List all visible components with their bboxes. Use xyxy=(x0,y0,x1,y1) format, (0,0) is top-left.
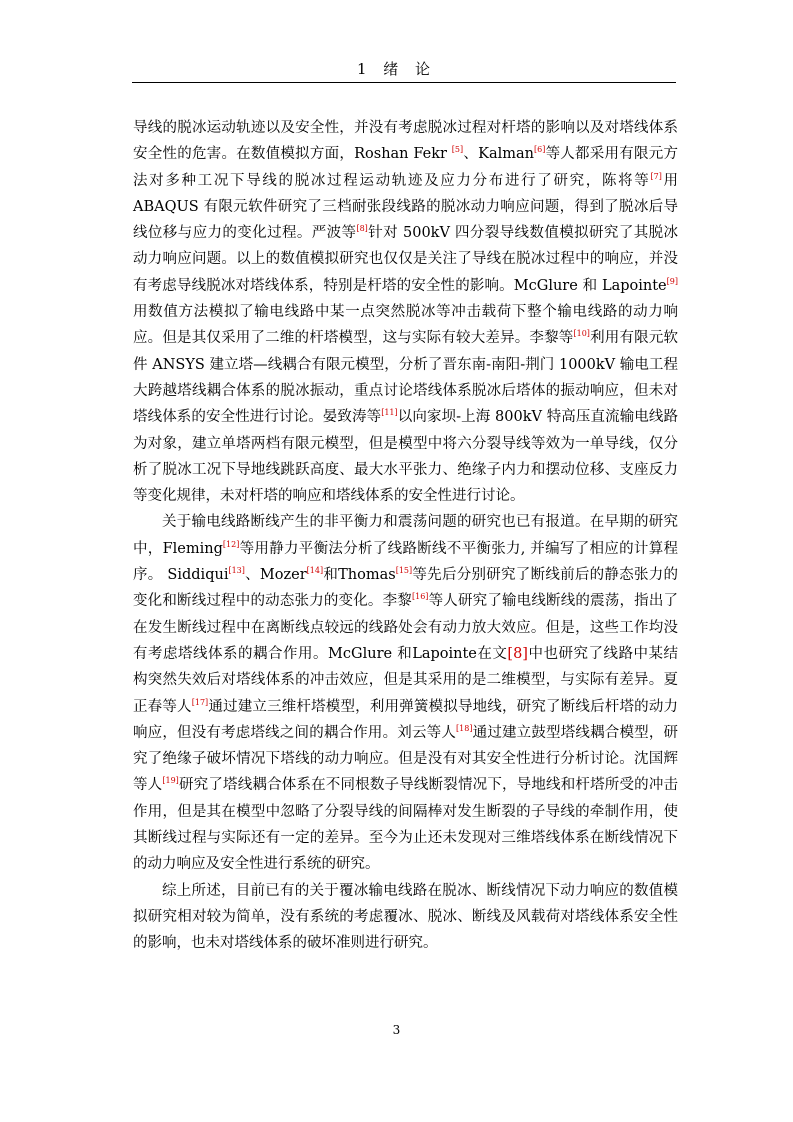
text-run: 用数值方法模拟了输电线路中某一点突然脱冰等冲击载荷下整个输电线路的动力响应。但是其仅采用了二维的杆塔模型，这与实际有较大差异。李黎等 xyxy=(133,304,678,347)
citation-link[interactable]: [8] xyxy=(507,645,528,662)
paragraph-2 xyxy=(133,509,678,877)
text-run: 和Thomas xyxy=(323,567,396,584)
text-run: 通过建立三维杆塔模型，利用弹簧模拟导地线，研究了断线后杆塔的动力响应，但没有考虑塔线之间的耦合作用。刘云等人 xyxy=(133,698,679,741)
citation-ref: [13] xyxy=(228,566,245,576)
citation-ref: [11] xyxy=(381,408,398,418)
text-run: 、Mozer xyxy=(244,567,307,584)
text-run: 中也研究了线路中某结构突然失效后对塔线体系的冲击效应，但是其采用的是二维模型，与实际有差异。夏正春等人 xyxy=(133,645,678,715)
text-run: 关于输电线路断线产生的非平衡力和震荡问题的研究也已有报道。在早期的研究中，Fleming xyxy=(133,514,678,557)
text-run: 针对 500kV 四分裂导线数值模拟研究了其脱冰动力响应问题。以上的数值模拟研究也仅仅是关注了导线在脱冰过程中的响应，并没有考虑导线脱冰对塔线体系，特别是杆塔的安全性的影响。McGlure 和 Lapointe xyxy=(133,225,679,294)
citation-ref: [9] xyxy=(666,276,678,286)
citation-ref: [14] xyxy=(306,566,324,576)
text-run: 、Kalman xyxy=(463,146,534,163)
citation-ref: [6] xyxy=(533,145,546,155)
text-run: 用 ABAQUS 有限元软件研究了三档耐张段线路的脱冰动力响应问题，得到了脱冰后导线位移与应力的变化过程。严波等 xyxy=(133,172,678,242)
text-run: 利用有限元软件 ANSYS 建立塔—线耦合有限元模型，分析了晋东南-南阳-荆门 1000kV 输电工程大跨越塔线耦合体系的脱冰振动，重点讨论塔线体系脱冰后塔体的振动响应，但未对塔线体系的安全性进行讨论。晏致涛等 xyxy=(133,330,679,426)
paragraph-1 xyxy=(133,115,678,509)
text-run: 综上所述，目前已有的关于覆冰输电线路在脱冰、断线情况下动力响应的数值模拟研究相对较为简单，没有系统的考虑覆冰、脱冰、断线及风载荷对塔线体系安全性的影响，也未对塔线体系的破坏准则进行研究。 xyxy=(133,882,678,952)
text-run: 以向家坝-上海 800kV 特高压直流输电线路为对象，建立单塔两档有限元模型，但是模型中将六分裂导线等效为一单导线，仅分析了脱冰工况下导地线跳跃高度、最大水平张力、绝缘子内力和摆动位移、支座反力等变化规律，未对杆塔的响应和塔线体系的安全性进行讨论。 xyxy=(133,409,678,505)
text-run: 等用静力平衡法分析了线路断线不平衡张力, 并编写了相应的计算程序。 Siddiqui xyxy=(133,540,678,584)
body-text xyxy=(133,115,678,957)
citation-ref: [8] xyxy=(356,224,368,234)
citation-ref: [18] xyxy=(456,724,473,733)
text-run: 通过建立鼓型塔线耦合模型，研究了绝缘子破坏情况下塔线的动力响应。但是没有对其安全性进行分析讨论。沈国辉等人 xyxy=(133,724,679,794)
paragraph-3 xyxy=(133,878,678,957)
citation-ref: [17] xyxy=(191,697,209,707)
citation-ref: [15] xyxy=(395,566,413,576)
running-header: 1 绪 论 xyxy=(356,60,437,78)
citation-ref: [5] xyxy=(451,145,464,155)
text-run: 等人研究了输电线断线的震荡，指出了在发生断线过程中在离断线点较远的线路处会有动力放大效应。但是，这些工作均没有考虑塔线体系的耦合作用。McGlure 和Lapointe在文 xyxy=(133,593,679,662)
text-run: 等人都采用有限元方法对多种工况下导线的脱冰过程运动轨迹及应力分布进行了研究，陈将等 xyxy=(133,146,678,189)
citation-ref: [7] xyxy=(650,171,662,181)
header-rule xyxy=(132,82,676,83)
citation-ref: [16] xyxy=(411,592,429,602)
text-run: 导线的脱冰运动轨迹以及安全性，并没有考虑脱冰过程对杆塔的影响以及对塔线体系安全性的危害。在数值模拟方面，Roshan Fekr xyxy=(133,120,678,163)
citation-ref: [10] xyxy=(573,329,590,339)
text-run: 研究了塔线耦合体系在不同根数子导线断裂情况下，导地线和杆塔所受的冲击作用，但是其在模型中忽略了分裂导线的间隔棒对发生断裂的子导线的牵制作用，使其断线过程与实际还有一定的差异。至今为止还未发现对三维塔线体系在断线情况下的动力响应及安全性进行系统的研究。 xyxy=(133,777,679,873)
page-number: 3 xyxy=(392,1023,401,1037)
citation-ref: [12] xyxy=(222,539,240,549)
citation-ref: [19] xyxy=(162,776,179,786)
text-run: 等先后分别研究了断线前后的静态张力的变化和断线过程中的动态张力的变化。李黎 xyxy=(133,567,679,610)
